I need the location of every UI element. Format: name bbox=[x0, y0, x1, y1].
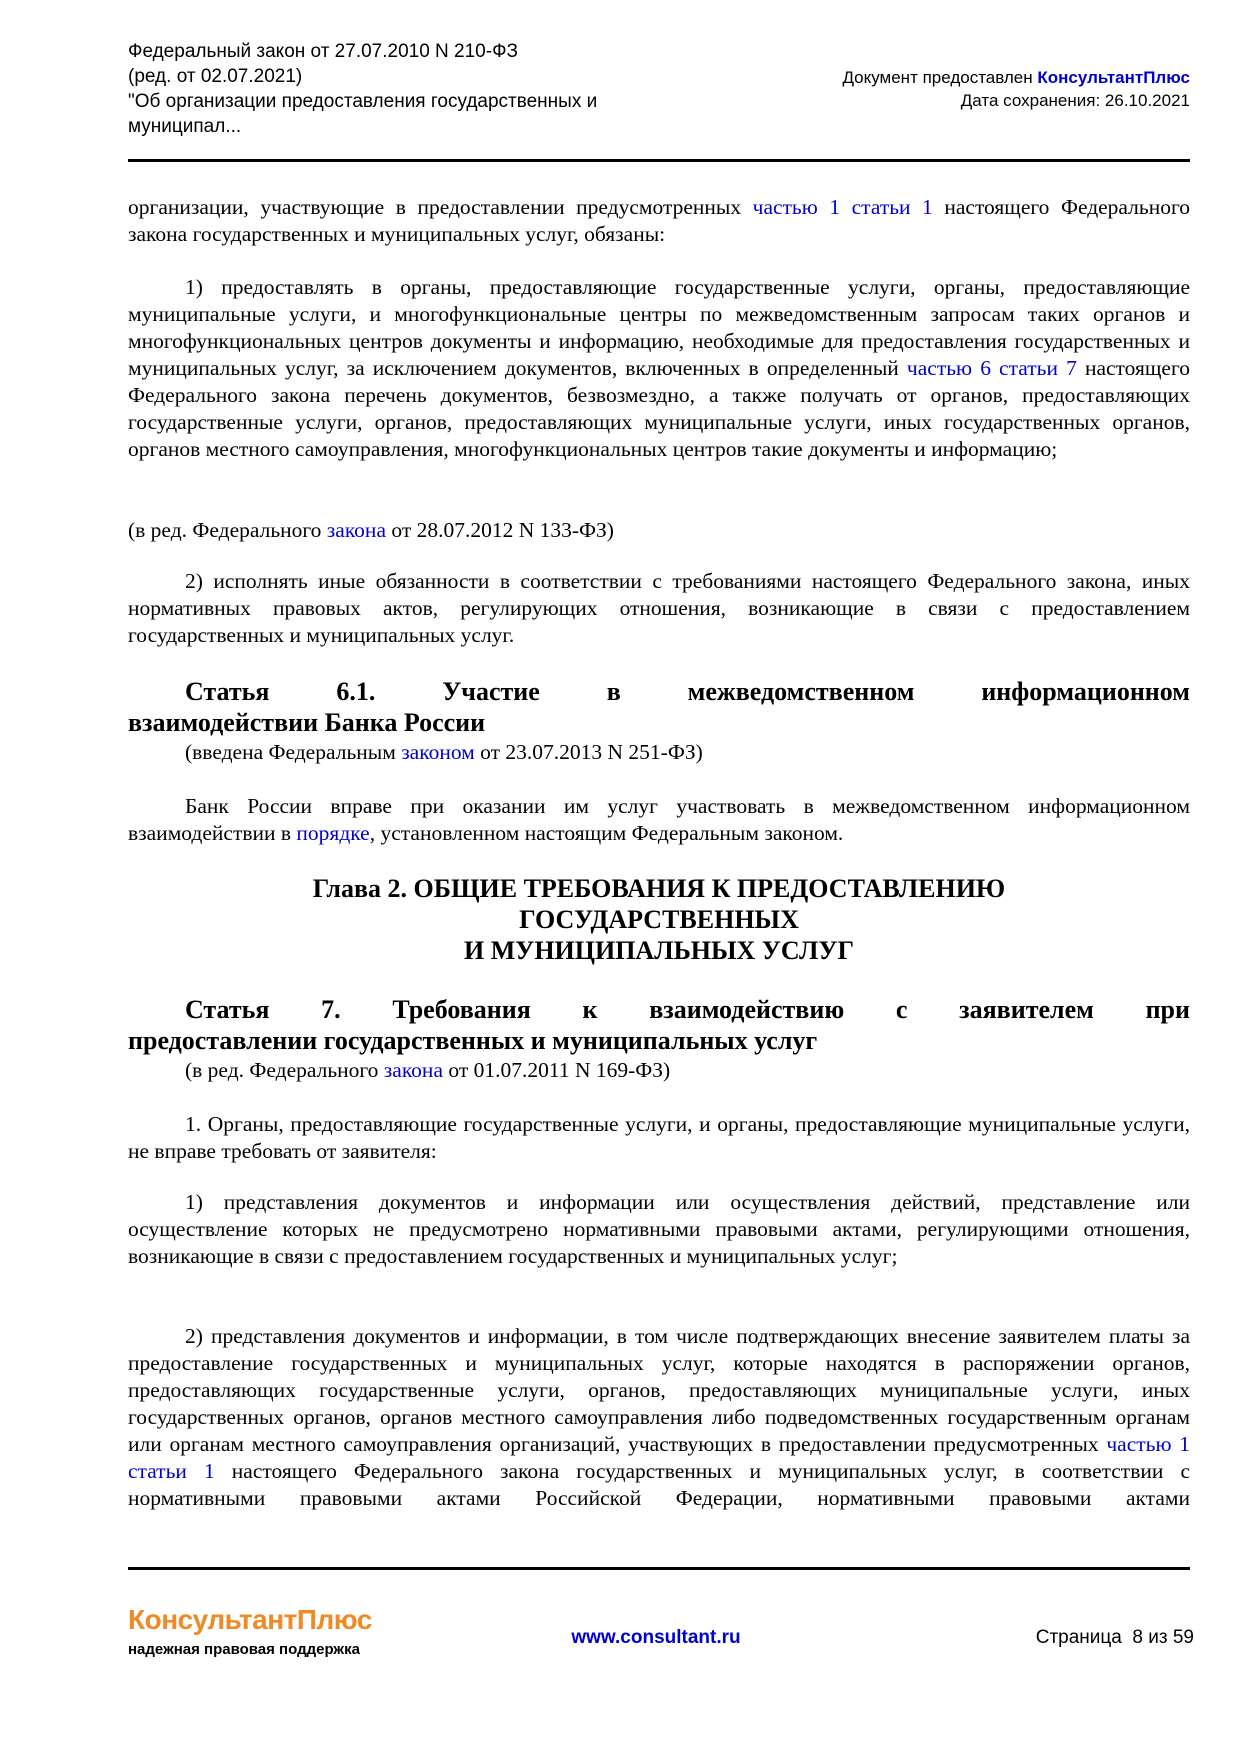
title-line: муниципал... bbox=[128, 116, 242, 137]
link[interactable]: порядке bbox=[296, 821, 370, 845]
link[interactable]: закона bbox=[326, 518, 386, 542]
link[interactable]: закона bbox=[383, 1058, 443, 1082]
page-number: Страница 8 из 59 bbox=[1035, 1627, 1194, 1648]
link[interactable]: частью 1 статьи 1 bbox=[752, 195, 933, 219]
chapter-heading: Глава 2. ОБЩИЕ ТРЕБОВАНИЯ К ПРЕДОСТАВЛЕНИЮ ГОСУДАРСТВЕННЫХ И МУНИЦИПАЛЬНЫХ УСЛУГ bbox=[312, 874, 1006, 965]
title-line: Федеральный закон от 27.07.2010 N 210-ФЗ bbox=[128, 41, 519, 62]
document-title bbox=[128, 39, 688, 139]
link[interactable]: частью 1 статьи 1 bbox=[128, 1432, 1190, 1483]
title-line: "Об организации предоставления государственных и bbox=[128, 91, 598, 112]
link[interactable]: частью 6 статьи 7 bbox=[906, 356, 1077, 380]
paragraph: организации, участвующие в предоставлении предусмотренных частью 1 статьи 1 настоящего Федерального закона государственных и муниципальных услуг, обязаны: bbox=[128, 195, 1190, 246]
save-date: Дата сохранения: 26.10.2021 bbox=[960, 91, 1190, 110]
amendment-note: (введена Федеральным законом от 23.07.2013 N 251-ФЗ) bbox=[185, 740, 703, 764]
paragraph: Банк России вправе при оказании им услуг участвовать в межведомственном информационном взаимодействии в порядке, установленном настоящим Федеральным законом. bbox=[128, 794, 1190, 845]
provided-by-label: Документ предоставлен bbox=[842, 68, 1038, 87]
header-divider bbox=[128, 159, 1190, 162]
logo-tagline: надежная правовая поддержка bbox=[128, 1641, 360, 1658]
consultant-logo: КонсультантПлюс bbox=[128, 1604, 372, 1635]
link[interactable]: законом bbox=[401, 740, 475, 764]
paragraph: 2) исполнять иные обязанности в соответствии с требованиями настоящего Федерального закона, иных нормативных правовых актов, регулирующих отношения, возникающие в связи с предоставлением государственных и муниципальных услуг. bbox=[128, 569, 1190, 647]
paragraph: 1) предоставлять в органы, предоставляющие государственные услуги, органы, предоставляющие муниципальные услуги, и многофункциональные центры по межведомственным запросам таких органов и многофункциональных центров документы и информацию, необходимые для предоставления государственных и муниципальных услуг, за исключением документов, включенных в определенный частью 6 статьи 7 настоящего Федерального закона перечень документов, безвозмездно, а также получать от органов, предоставляющих государственные услуги, органов, предоставляющих муниципальные услуги, иных государственных органов, органов местного самоуправления, многофункциональных центров такие документы и информацию; bbox=[128, 275, 1191, 461]
amendment-note: (в ред. Федерального закона от 01.07.2011 N 169-ФЗ) bbox=[185, 1058, 671, 1082]
paragraph: 1) представления документов и информации или осуществления действий, представление или осуществление которых не предусмотрено нормативными правовыми актами, регулирующими отношения, возникающие в связи с предоставлением государственных и муниципальных услуг; bbox=[128, 1190, 1190, 1268]
footer-divider bbox=[128, 1567, 1190, 1570]
paragraph: 1. Органы, предоставляющие государственные услуги, и органы, предоставляющие муниципальные услуги, не вправе требовать от заявителя: bbox=[128, 1112, 1190, 1163]
website-link[interactable]: www.consultant.ru bbox=[571, 1627, 741, 1648]
provider-info bbox=[842, 66, 1190, 112]
article-heading: Статья 6.1. Участие в межведомственном информационном взаимодействии Банка России bbox=[128, 677, 1190, 737]
article-heading: Статья 7. Требования к взаимодействию с заявителем при предоставлении государственных и муниципальных услуг bbox=[128, 995, 1190, 1055]
brand-link[interactable]: КонсультантПлюс bbox=[1037, 68, 1190, 87]
title-line: (ред. от 02.07.2021) bbox=[128, 66, 303, 87]
amendment-note: (в ред. Федерального закона от 28.07.2012 N 133-ФЗ) bbox=[128, 518, 614, 542]
paragraph: 2) представления документов и информации, в том числе подтверждающих внесение заявителем платы за предоставление государственных и муниципальных услуг, которые находятся в распоряжении органов, предоставляющих государственные услуги, органов, предоставляющих муниципальные услуги, иных государственных органов, органов местного самоуправления либо подведомственных государственным органам или органам местного самоуправления организаций, участвующих в предоставлении предусмотренных частью 1 статьи 1 настоящего Федерального закона государственных и муниципальных услуг, в соответствии с нормативными правовыми актами Российской Федерации, нормативными правовыми актами bbox=[128, 1324, 1190, 1510]
